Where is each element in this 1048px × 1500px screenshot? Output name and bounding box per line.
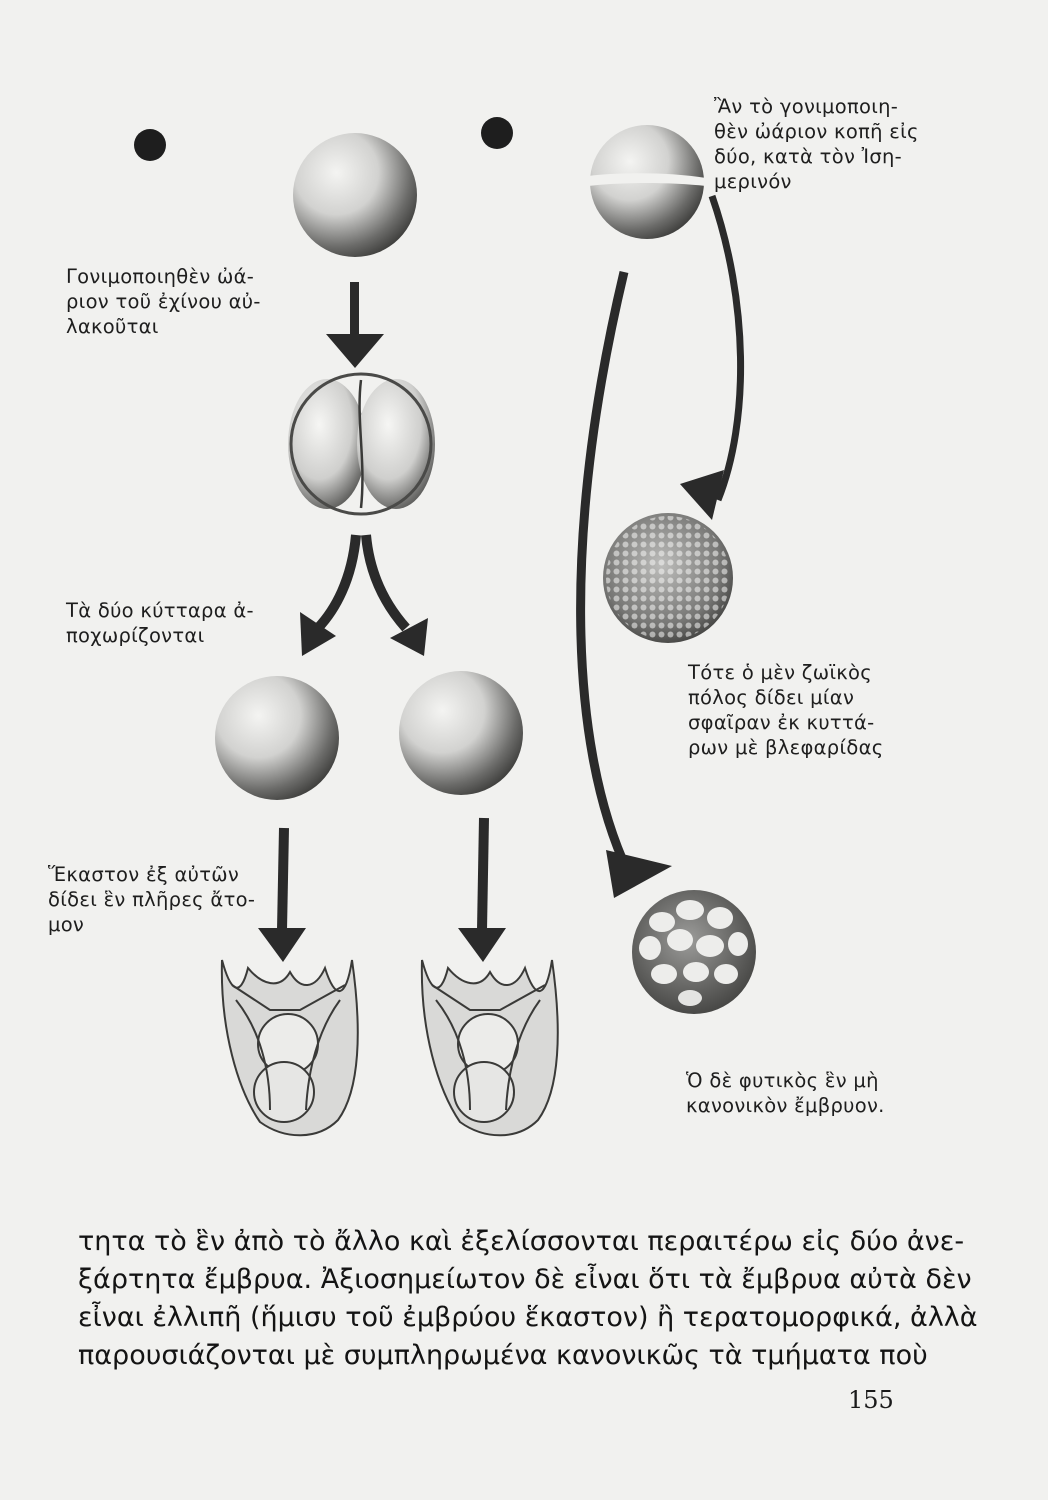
- separated-cell-left: [215, 676, 339, 800]
- cut-egg: [588, 125, 706, 239]
- fertilized-egg: [293, 133, 417, 257]
- caption-vegetal-pole: Ὁ δὲ φυτικὸς ἓν μὴ κανονικὸν ἔμβρυον.: [686, 1069, 885, 1117]
- marker-dot-right: [481, 117, 513, 149]
- marker-dot-left: [134, 129, 166, 161]
- body-line-1: τητα τὸ ἓν ἀπὸ τὸ ἄλλο καὶ ἐξελίσσονται περαιτέρω εἰς δύο ἀνε-: [78, 1226, 965, 1257]
- caption-fertilized-egg: Γονιμοποιηθὲν ὠά- ριον τοῦ ἐχίνου αὐ- λακοῦται: [66, 265, 261, 338]
- caption-cells-separate: Τὰ δύο κύτταρα ἀ- ποχωρίζονται: [66, 599, 254, 647]
- caption-cut-egg: Ἂν τὸ γονιμοποιη- θὲν ὠάριον κοπῆ εἰς δύο, κατὰ τὸν Ἰση- μερινόν: [714, 95, 919, 193]
- arrow-down-left: [258, 828, 306, 962]
- arrow-down-right: [458, 818, 506, 962]
- arrow-to-animal-pole: [680, 196, 741, 520]
- caption-animal-pole: Τότε ὁ μὲν ζωϊκὸς πόλος δίδει μίαν σφαῖραν ἐκ κυττά- ρων μὲ βλεφαρίδας: [688, 661, 884, 759]
- separated-cell-right: [399, 671, 523, 795]
- body-line-4: παρουσιάζονται μὲ συμπληρωμένα κανονικῶς τὰ τμήματα ποὺ: [78, 1340, 928, 1371]
- caption-each-cell: Ἕκαστον ἐξ αὐτῶν δίδει ἓν πλῆρες ἄτο- μον: [48, 863, 256, 936]
- body-line-2: ξάρτητα ἔμβρυα. Ἀξιοσημείωτον δὲ εἶναι ὅτι τὰ ἔμβρυα αὐτὰ δὲν: [78, 1264, 972, 1295]
- page-number: 155: [848, 1386, 894, 1414]
- body-line-3: εἶναι ἐλλιπῆ (ἥμισυ τοῦ ἐμβρύου ἕκαστον) ἢ τερατομορφικά, ἀλλὰ: [78, 1302, 978, 1333]
- ciliated-sphere: [603, 513, 733, 643]
- larva-left: [222, 960, 358, 1135]
- larva-right: [422, 960, 558, 1135]
- two-cell-egg: [288, 374, 435, 514]
- arrow-down-1: [326, 282, 384, 368]
- abnormal-embryo: [632, 890, 756, 1014]
- split-arrows: [300, 535, 428, 656]
